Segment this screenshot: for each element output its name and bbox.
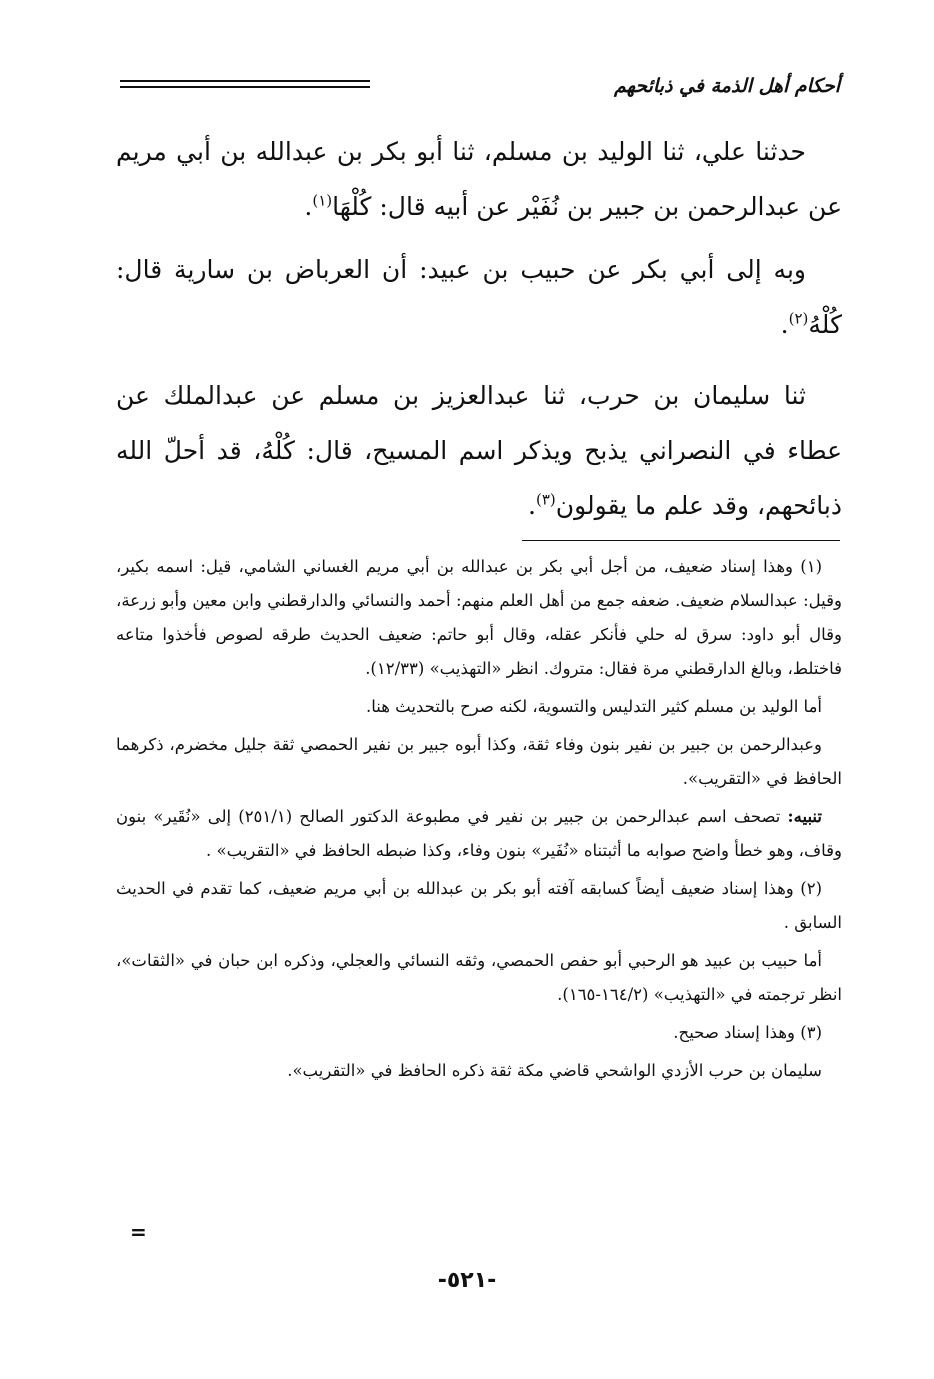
footnote-3: (٣) وهذا إسناد صحيح. (673, 1023, 822, 1042)
footnote-ref-1: (١) (312, 191, 333, 210)
running-header (120, 70, 840, 106)
page-number: -٥٢١- (437, 1268, 497, 1293)
paragraph-end-mark: . (304, 192, 313, 221)
footnote-3-note-sulayman: سليمان بن حرب الأزدي الواشحي قاضي مكة ثقة ذكره الحافظ في «التقريب». (287, 1061, 822, 1080)
tanbih-text: تصحف اسم عبدالرحمن بن جبير بن نفير في مطبوعة الدكتور الصالح (٢٥١/١) إلى «نُقَير» بنون وقاف، وهو خطأ واضح صوابه ما أثبتناه «نُفَير» بنون وفاء، وكذا ضبطه الحافظ في «التقريب» . (116, 807, 842, 860)
header-double-rule (120, 80, 370, 88)
footnote-1-note-abdulrahman: وعبدالرحمن بن جبير بن نفير بنون وفاء ثقة، وكذا أبوه جبير بن نفير الحمصي ثقة جليل مخضرم، ذكرهما الحافظ في «التقريب». (116, 735, 842, 788)
footnote-ref-3: (٣) (536, 490, 556, 509)
footnote-1-tanbih (116, 800, 842, 868)
paragraph-end-mark: . (780, 310, 789, 339)
main-paragraph-3 (116, 368, 842, 533)
main-text-body (116, 124, 842, 533)
main-paragraph-text: حدثنا علي، ثنا الوليد بن مسلم، ثنا أبو بكر بن عبدالله بن أبي مريم عن عبدالرحمن بن جبير بن نُفَيْر عن أبيه قال: كُلْهَا (116, 137, 842, 221)
footnotes-section (116, 550, 842, 1088)
main-paragraph-1 (116, 124, 842, 234)
main-paragraph-text: ثنا سليمان بن حرب، ثنا عبدالعزيز بن مسلم عن عبدالملك عن عطاء في النصراني يذبح ويذكر اسم المسيح، قال: كُلْهُ، قد أحلّ الله ذبائحهم، وقد علم ما يقولون (116, 381, 842, 520)
continuation-mark: = (130, 1220, 147, 1244)
paragraph-end-mark: . (528, 491, 536, 520)
main-paragraph-text: وبه إلى أبي بكر عن حبيب بن عبيد: أن العرباض بن سارية قال: كُلْهُ (116, 255, 842, 339)
footnote-1: (١) وهذا إسناد ضعيف، من أجل أبي بكر بن عبدالله بن أبي مريم الغساني الشامي، قيل: اسمه بكير، وقيل: عبدالسلام ضعيف. ضعفه جمع من أهل العلم منهم: أحمد والنسائي والدارقطني وابن معين وأبو زرعة، وقال أبو داود: سرق له حلي فأنكر عقله، وقال أبو حاتم: ضعيف الحديث طرقه لصوص فأخذوا متاعه فاختلط، وبالغ الدارقطني مرة فقال: متروك. انظر «التهذيب» (١٢/٣٣). (116, 557, 842, 678)
main-paragraph-2 (116, 242, 842, 352)
footnote-2: (٢) وهذا إسناد ضعيف أيضاً كسابقه آفته أبو بكر بن عبدالله بن أبي مريم ضعيف، كما تقدم في الحديث السابق . (116, 879, 842, 932)
tanbih-label: تنبيه: (787, 807, 822, 826)
footnote-1-note-walid: أما الوليد بن مسلم كثير التدليس والتسوية، لكنه صرح بالتحديث هنا. (365, 697, 822, 716)
footnote-separator (522, 540, 840, 541)
footnote-ref-2: (٢) (788, 309, 809, 328)
running-header-title: أحكام أهل الذمة في ذبائحهم (613, 75, 840, 97)
footnote-2-note-habib: أما حبيب بن عبيد هو الرحبي أبو حفص الحمصي، وثقه النسائي والعجلي، وذكره ابن حبان في «الثقات»، انظر ترجمته في «التهذيب» (١٦٤/٢-١٦٥). (116, 951, 842, 1004)
